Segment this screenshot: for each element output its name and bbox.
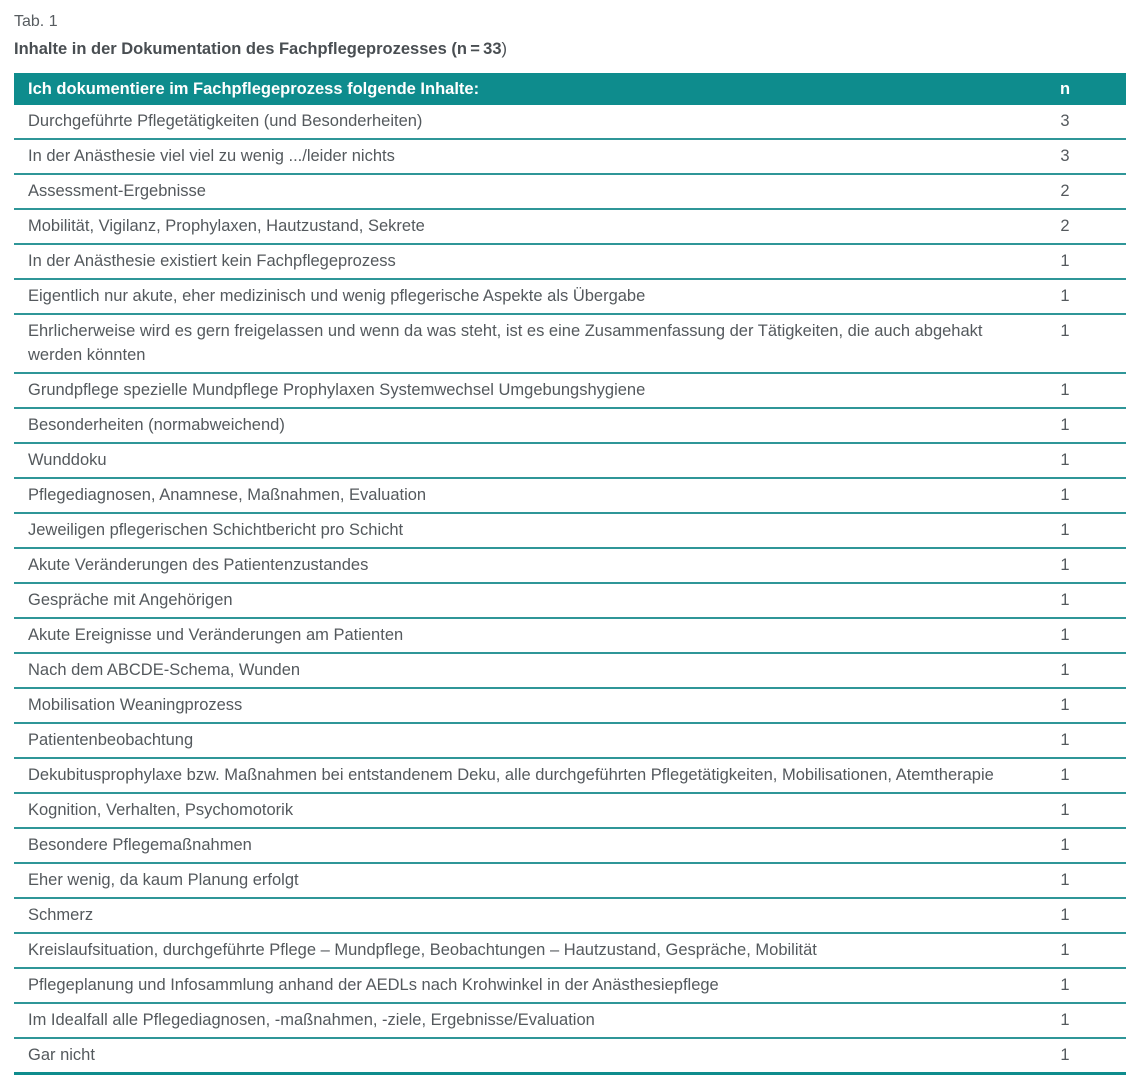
row-count: 3: [1060, 147, 1070, 165]
table-row: [14, 105, 1126, 139]
table-row: [14, 933, 1126, 968]
row-content: Jeweiligen pflegerischen Schichtbericht pro Schicht: [28, 521, 404, 539]
column-header-content: Ich dokumentiere im Fachpflegeprozess folgende Inhalte:: [14, 73, 1026, 105]
row-content: Besonderheiten (normabweichend): [28, 416, 285, 434]
table-row: [14, 688, 1126, 723]
row-count: 1: [1060, 766, 1070, 784]
row-count: 1: [1060, 381, 1070, 399]
row-count: 2: [1060, 217, 1070, 235]
row-content: Pflegeplanung und Infosammlung anhand der AEDLs nach Krohwinkel in der Anästhesiepflege: [28, 976, 719, 994]
row-count: 1: [1060, 1011, 1070, 1029]
table-row: [14, 1038, 1126, 1074]
table-row: [14, 174, 1126, 209]
table-caption-suffix: ): [501, 40, 508, 58]
row-content: Kognition, Verhalten, Psychomotorik: [28, 801, 294, 819]
row-content: In der Anästhesie existiert kein Fachpflegeprozess: [28, 252, 396, 270]
table-row: [14, 828, 1126, 863]
row-content: Eher wenig, da kaum Planung erfolgt: [28, 871, 299, 889]
row-count: 3: [1060, 112, 1070, 130]
table-row: [14, 898, 1126, 933]
row-count: 1: [1060, 731, 1070, 749]
table-header-row: [14, 73, 1126, 105]
row-count: 1: [1060, 322, 1070, 340]
row-content: Akute Veränderungen des Patientenzustandes: [28, 556, 369, 574]
row-content: Eigentlich nur akute, eher medizinisch und wenig pflegerische Aspekte als Übergabe: [28, 287, 646, 305]
row-content: Dekubitusprophylaxe bzw. Maßnahmen bei entstandenem Deku, alle durchgeführten Pflegetätigkeiten, Mobilisationen, Atemtherapie: [28, 766, 994, 784]
row-count: 1: [1060, 836, 1070, 854]
table-row: [14, 279, 1126, 314]
row-count: 1: [1060, 801, 1070, 819]
row-content: Ehrlicherweise wird es gern freigelassen und wenn da was steht, ist es eine Zusammenfassung der Tätigkeiten, die auch abgehakt werden könnten: [28, 322, 983, 364]
row-content: Mobilität, Vigilanz, Prophylaxen, Hautzustand, Sekrete: [28, 217, 425, 235]
row-count: 1: [1060, 521, 1070, 539]
table-row: [14, 863, 1126, 898]
table-row: [14, 209, 1126, 244]
table-caption: [14, 39, 1126, 60]
table-row: [14, 758, 1126, 793]
row-content: Kreislaufsituation, durchgeführte Pflege – Mundpflege, Beobachtungen – Hautzustand, Gespräche, Mobilität: [28, 941, 817, 959]
table-row: [14, 314, 1126, 373]
table-row: [14, 548, 1126, 583]
column-header-n: n: [1026, 73, 1126, 105]
row-count: 1: [1060, 661, 1070, 679]
row-count: 1: [1060, 252, 1070, 270]
table-row: [14, 968, 1126, 1003]
row-content: In der Anästhesie viel viel zu wenig .../leider nichts: [28, 147, 395, 165]
table-row: [14, 373, 1126, 408]
table-row: [14, 653, 1126, 688]
contents-table: [14, 73, 1126, 1075]
row-count: 1: [1060, 556, 1070, 574]
row-count: 1: [1060, 451, 1070, 469]
row-content: Grundpflege spezielle Mundpflege Prophylaxen Systemwechsel Umgebungshygiene: [28, 381, 646, 399]
row-content: Nach dem ABCDE-Schema, Wunden: [28, 661, 301, 679]
row-count: 1: [1060, 416, 1070, 434]
row-count: 1: [1060, 486, 1070, 504]
row-content: Patientenbeobachtung: [28, 731, 194, 749]
row-count: 1: [1060, 1046, 1070, 1064]
table-row: [14, 618, 1126, 653]
row-count: 1: [1060, 941, 1070, 959]
table-row: [14, 443, 1126, 478]
row-content: Besondere Pflegemaßnahmen: [28, 836, 252, 854]
row-count: 2: [1060, 182, 1070, 200]
row-count: 1: [1060, 287, 1070, 305]
table-row: [14, 1003, 1126, 1038]
table-row: [14, 244, 1126, 279]
row-content: Im Idealfall alle Pflegediagnosen, -maßnahmen, -ziele, Ergebnisse/Evaluation: [28, 1011, 595, 1029]
table-caption-text: Inhalte in der Dokumentation des Fachpflegeprozesses (n = 33: [14, 40, 502, 58]
table-body: [14, 105, 1126, 1074]
row-count: 1: [1060, 591, 1070, 609]
row-content: Gar nicht: [28, 1046, 95, 1064]
row-content: Schmerz: [28, 906, 94, 924]
row-content: Pflegediagnosen, Anamnese, Maßnahmen, Evaluation: [28, 486, 427, 504]
row-count: 1: [1060, 871, 1070, 889]
row-count: 1: [1060, 906, 1070, 924]
row-count: 1: [1060, 696, 1070, 714]
row-content: Assessment-Ergebnisse: [28, 182, 206, 200]
row-content: Durchgeführte Pflegetätigkeiten (und Besonderheiten): [28, 112, 423, 130]
table-row: [14, 139, 1126, 174]
row-content: Akute Ereignisse und Veränderungen am Patienten: [28, 626, 404, 644]
table-row: [14, 408, 1126, 443]
row-content: Mobilisation Weaningprozess: [28, 696, 243, 714]
table-row: [14, 793, 1126, 828]
table-header: [14, 73, 1126, 105]
table-row: [14, 723, 1126, 758]
table-row: [14, 478, 1126, 513]
table-number-label: Tab. 1: [14, 13, 58, 30]
row-count: 1: [1060, 626, 1070, 644]
row-content: Wunddoku: [28, 451, 107, 469]
table-row: [14, 583, 1126, 618]
row-content: Gespräche mit Angehörigen: [28, 591, 233, 609]
table-row: [14, 513, 1126, 548]
row-count: 1: [1060, 976, 1070, 994]
